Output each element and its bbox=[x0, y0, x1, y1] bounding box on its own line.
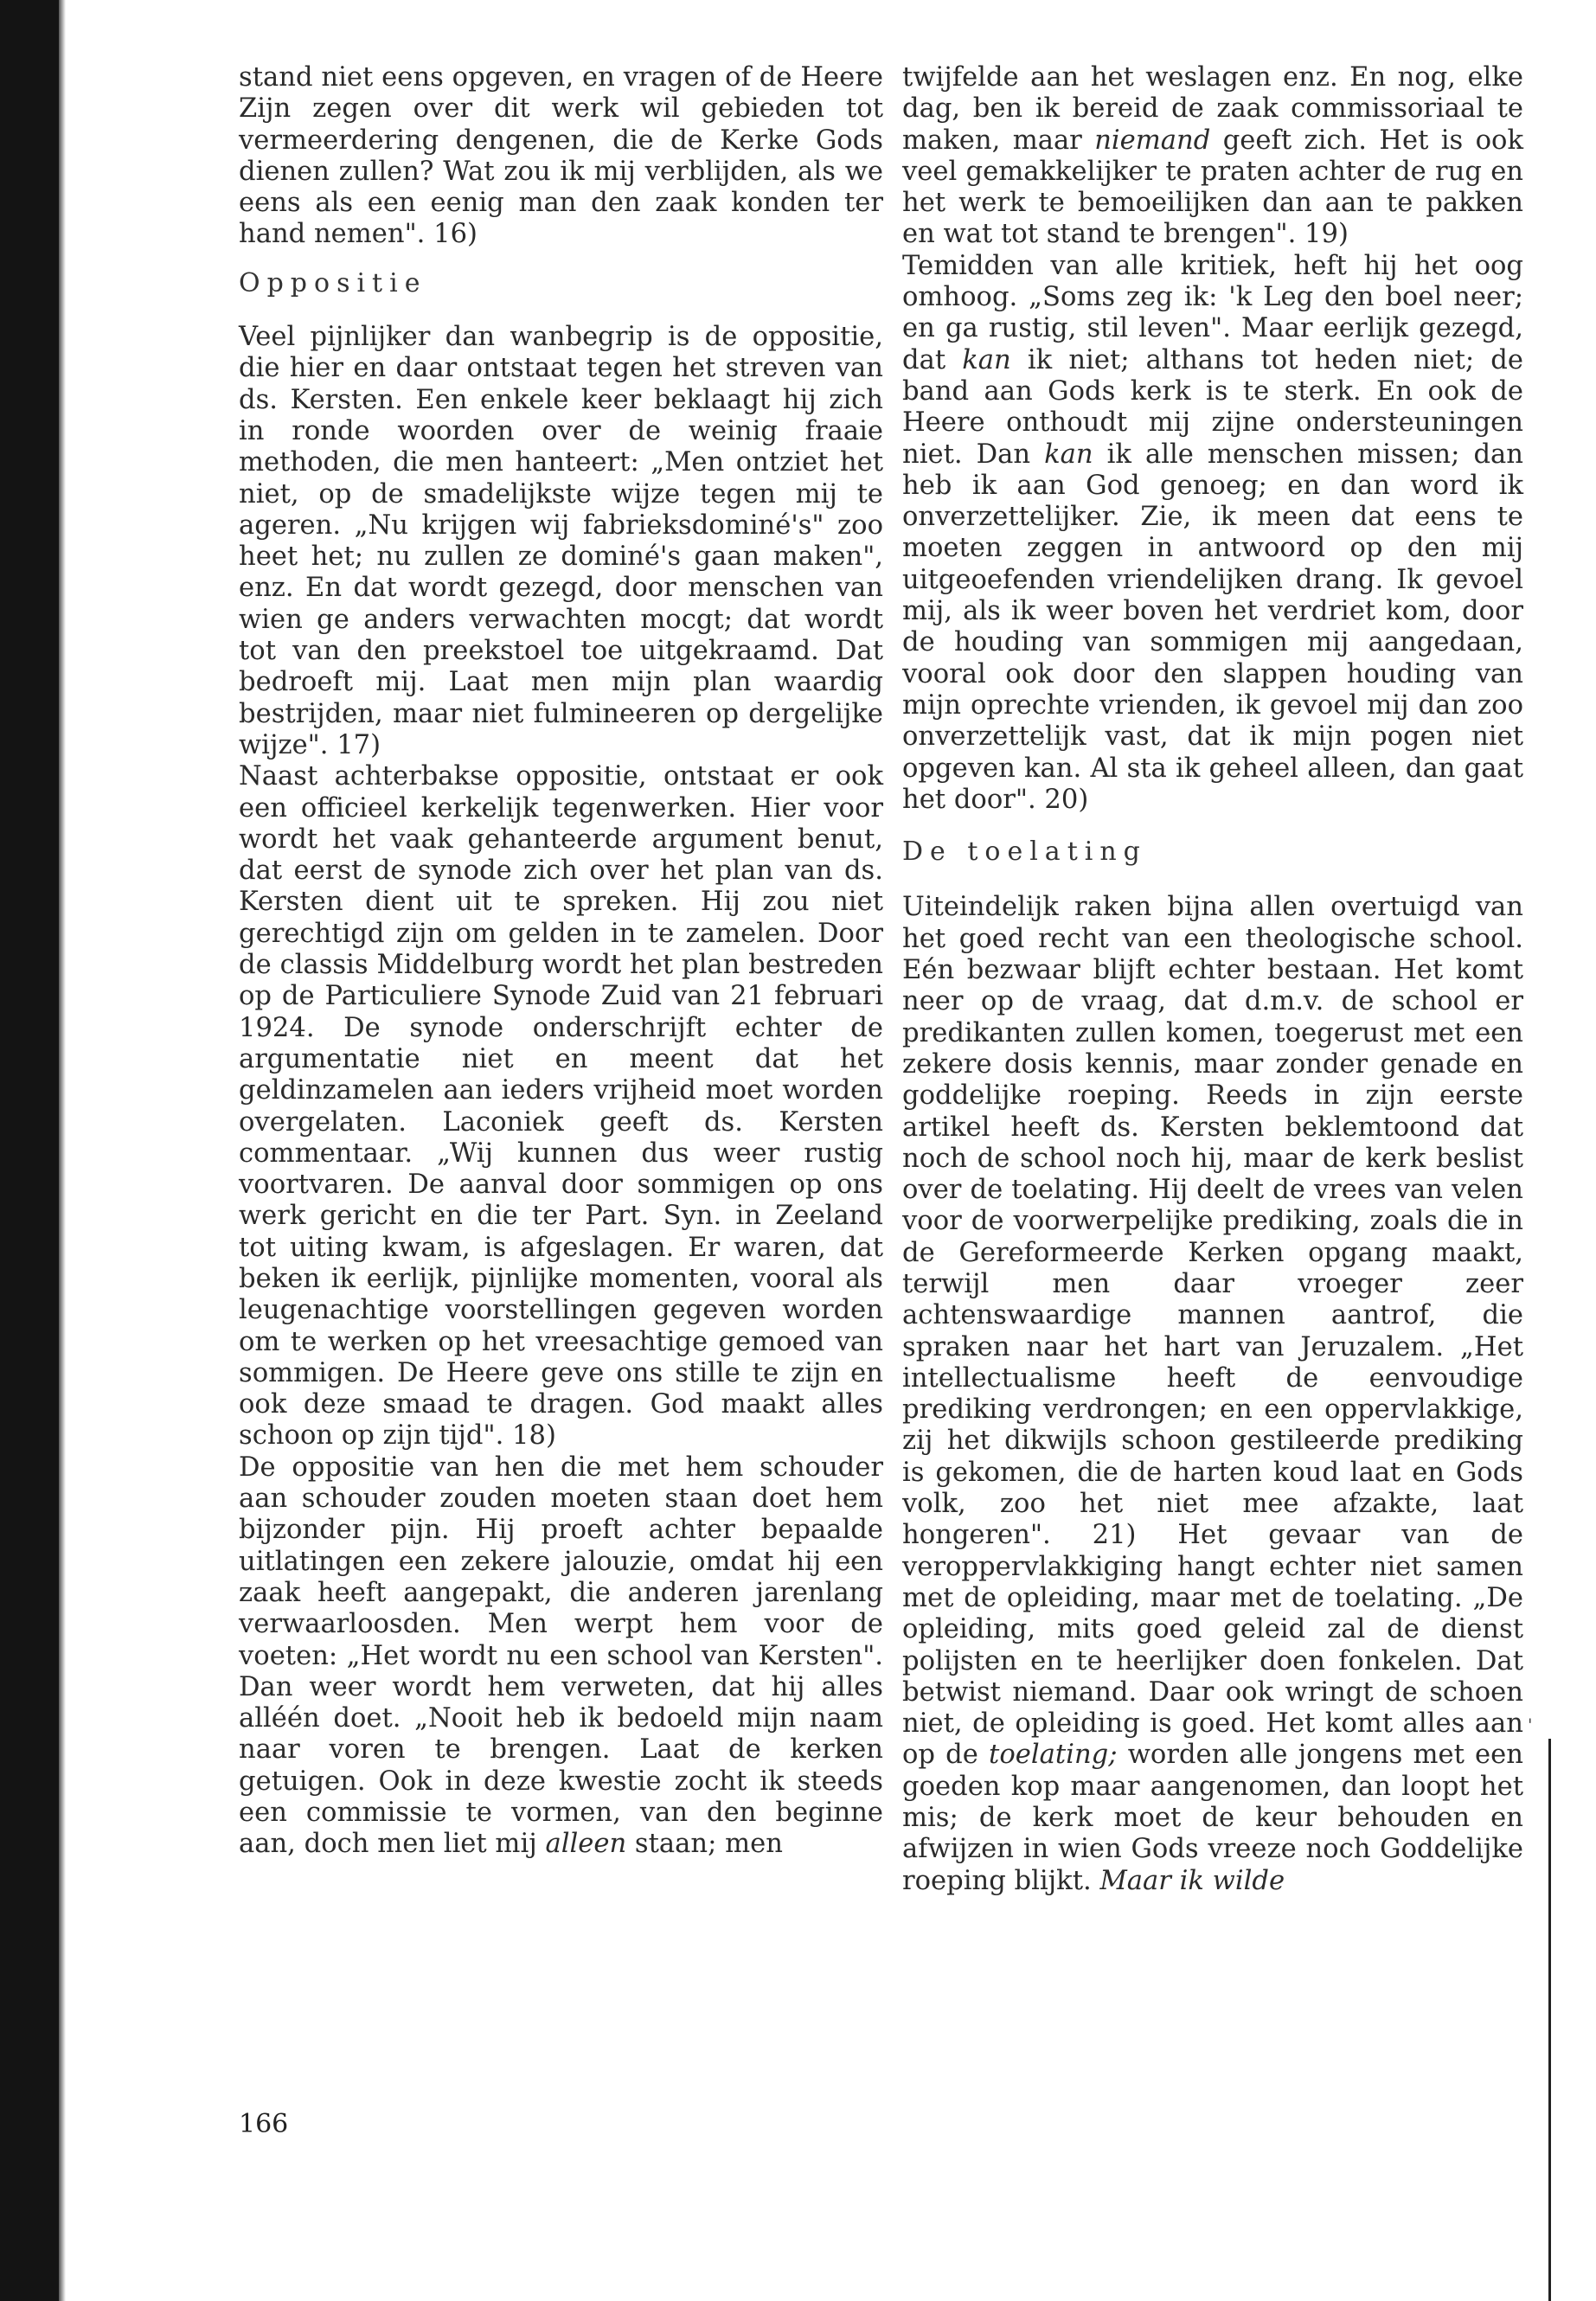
section-heading-toelating: De toelating bbox=[902, 836, 1147, 868]
text-run: De oppositie van hen die met hem schouder aan schouder zouden moeten staan doet hem bijzonder pijn. Hij proeft achter bepaalde uitlatingen een zekere jalouzie, omdat hij een zaak heeft aangepakt, die anderen jarenlang verwaarloosden. Men werpt hem voor de voeten: „Het wordt nu een school van Kersten". Dan weer wordt hem verweten, dat hij alles alléén doet. „Nooit heb ik bedoeld mijn naam naar voren te brengen. Laat de kerken getuigen. Ook in deze kwestie zocht ik steeds een commissie te vormen, van den beginne aan, doch men liet mij bbox=[239, 1452, 883, 1860]
stray-mark: ' bbox=[1528, 1715, 1533, 1735]
page-number: 166 bbox=[239, 2109, 289, 2139]
italic-text: kan bbox=[962, 344, 1011, 375]
paragraph: stand niet eens opgeven, en vragen of de Heere Zijn zegen over dit werk wil gebieden tot vermeerdering dengenen, die de Kerke Gods dienen zullen? Wat zou ik mij verblijden, als we eens als een eenig man den zaak konden ter hand nemen". 16) bbox=[239, 62, 883, 250]
text-run: Uiteindelijk raken bijna allen overtuigd van het goed recht van een theologische school. Eén bezwaar blijft echter bestaan. Het komt neer op de vraag, dat d.m.v. de school er predikanten zullen komen, toegerust met een zekere dosis kennis, maar zonder genade en goddelijke roeping. Reeds in zijn eerste artikel heeft ds. Kersten beklemtoond dat noch de school noch hij, maar de kerk beslist over de toelating. Hij deelt de vrees van velen voor de voorwerpelijke prediking, zoals die in de Gereformeerde Kerken opgang maakt, terwijl men daar vroeger zeer achtenswaardige mannen aantrof, die spraken naar het hart van Jeruzalem. „Het intellectualisme heeft de eenvoudige prediking verdrongen; en een oppervlakkige, zij het dikwijls schoon gestileerde prediking is gekomen, die de harten koud laat en Gods volk, zoo het niet mee afzakte, laat hongeren". 21) Het gevaar van de veroppervlakkiging hangt echter niet samen met de opleiding, maar met de toelating. „De opleiding, mits goed geleid zal de dienst polijsten en te heerlijker doen fonkelen. Dat betwist niemand. Daar ook wringt de schoen niet, de opleiding is goed. Het komt alles aan op de bbox=[902, 892, 1523, 1771]
scan-dark-margin bbox=[0, 0, 59, 2301]
paragraph bbox=[902, 251, 1523, 816]
paragraph bbox=[239, 1452, 883, 1861]
right-column bbox=[902, 62, 1523, 1897]
text-run: staan; men bbox=[626, 1829, 783, 1860]
italic-text: kan bbox=[1044, 439, 1093, 470]
left-column bbox=[239, 62, 883, 1861]
italic-text: alleen bbox=[545, 1829, 627, 1860]
scan-margin-shadow bbox=[59, 0, 66, 2301]
text-run: twijfelde aan het weslagen enz. En nog, elke dag, ben ik bereid de zaak commissoriaal te maken, maar bbox=[902, 62, 1523, 156]
paragraph: Naast achterbakse oppositie, ontstaat er ook een officieel kerkelijk tegenwerken. Hier voor wordt het vaak gehanteerde argument benut, dat eerst de synode zich over het plan van ds. Kersten dient uit te spreken. Hij zou niet gerechtigd zijn om gelden in te zamelen. Door de classis Middelburg wordt het plan bestreden op de Particuliere Synode Zuid van 21 februari 1924. De synode onderschrijft echter de argumentatie niet en meent dat het geldinzamelen aan ieders vrijheid moet worden overgelaten. Laconiek geeft ds. Kersten commentaar. „Wij kunnen dus weer rustig voortvaren. De aanval door sommigen op ons werk gericht en die ter Part. Syn. in Zeeland tot uiting kwam, is afgeslagen. Er waren, dat beken ik eerlijk, pijnlijke momenten, vooral als leugenachtige voorstellingen gegeven worden om te werken op het vreesachtige gemoed van sommigen. De Heere geve ons stille te zijn en ook deze smaad te dragen. God maakt alles schoon op zijn tijd". 18) bbox=[239, 761, 883, 1452]
text-run: ik alle menschen missen; dan heb ik aan God genoeg; en dan word ik onverzettelijker. Zie, ik meen dat eens te moeten zeggen in antwoord op den mij uitgeoefenden vriendelijken drang. Ik gevoel mij, als ik weer boven het verdriet kom, door de houding van sommigen mij aangedaan, vooral ook door den slappen houding van mijn oprechte vrienden, ik gevoel mij dan zoo onverzettelijk vast, dat ik mijn pogen niet opgeven kan. Al sta ik geheel alleen, dan gaat het door". 20) bbox=[902, 439, 1523, 815]
italic-text: niemand bbox=[1094, 125, 1211, 156]
italic-text: toelating; bbox=[989, 1740, 1118, 1771]
text-run: worden alle jongens met een goeden kop maar aangenomen, dan loopt het mis; de kerk moet de keur behouden en afwijzen in wien Gods vreeze noch Goddelijke roeping blijkt. bbox=[902, 1740, 1523, 1896]
paragraph: Veel pijnlijker dan wanbegrip is de oppositie, die hier en daar ontstaat tegen het streven van ds. Kersten. Een enkele keer beklaagt hij zich in ronde woorden over de weinig fraaie methoden, die men hanteert: „Men ontziet het niet, op de smadelijkste wijze tegen mij te ageren. „Nu krijgen wij fabrieksdominé's" zoo heet het; nu zullen ze dominé's gaan maken", enz. En dat wordt gezegd, door menschen van wien ge anders verwachten mocgt; dat wordt tot van den preekstoel toe uitgekraamd. Dat bedroeft mij. Laat men mijn plan waardig bestrijden, maar niet fulmineeren op dergelijke wijze". 17) bbox=[239, 322, 883, 760]
paragraph bbox=[902, 892, 1523, 1897]
scan-edge-line bbox=[1548, 1739, 1551, 2301]
text-run: ik niet; althans tot heden niet; de band aan Gods kerk is te sterk. En ook de Heere onthoudt mij zijne ondersteuningen niet. Dan bbox=[902, 344, 1524, 470]
text-run: geeft zich. Het is ook veel gemakkelijker te praten achter de rug en het werk te bemoeilijken dan aan te pakken en wat tot stand te brengen". 19) bbox=[902, 125, 1523, 250]
section-heading-oppositie: Oppositie bbox=[239, 267, 427, 298]
paragraph bbox=[902, 62, 1523, 251]
text-run: Temidden van alle kritiek, heft hij het oog omhoog. „Soms zeg ik: 'k Leg den boel neer; en ga rustig, stil leven". Maar eerlijk gezegd, dat bbox=[902, 250, 1523, 375]
italic-text: Maar ik wilde bbox=[1099, 1865, 1285, 1896]
